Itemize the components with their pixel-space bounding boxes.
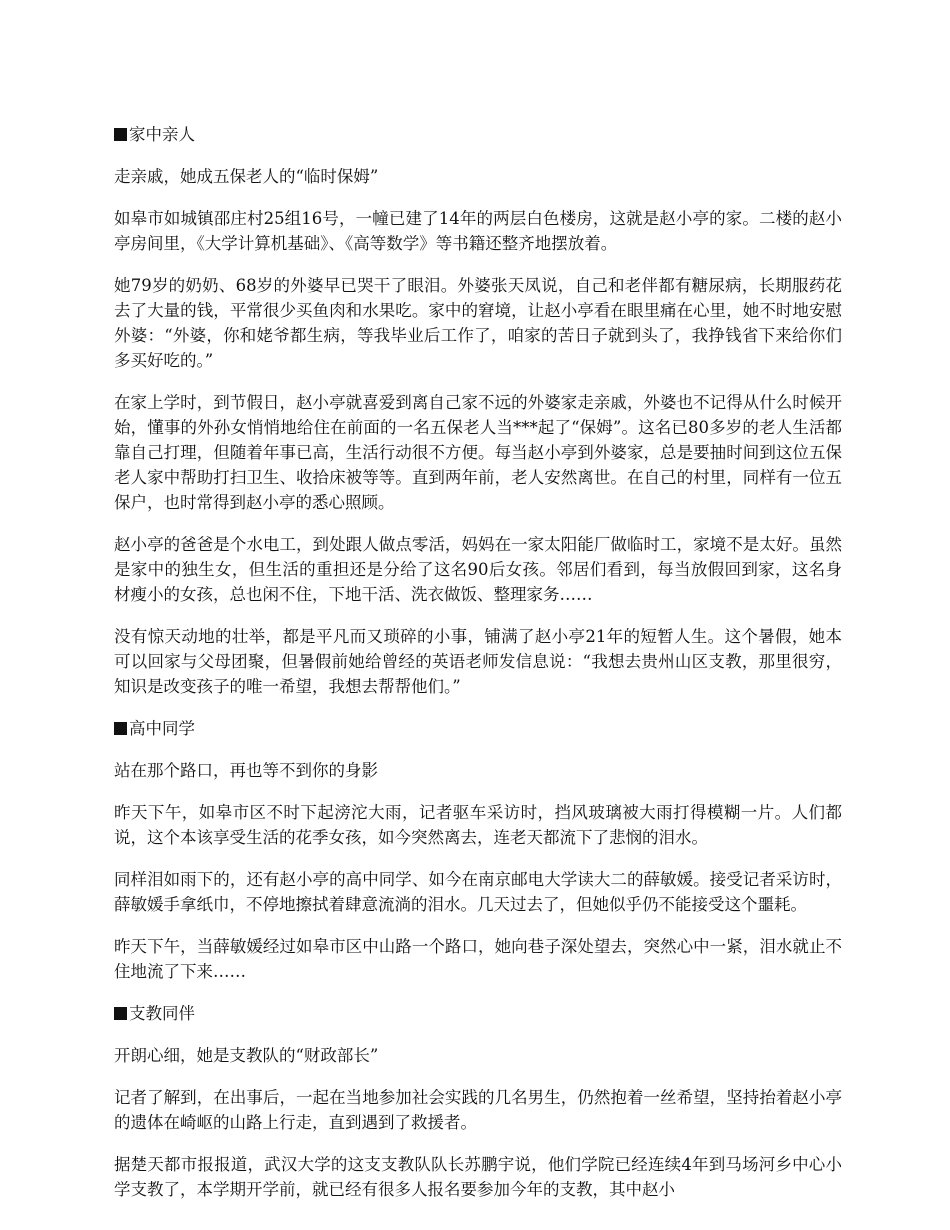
paragraph: 赵小亭的爸爸是个水电工，到处跟人做点零活，妈妈在一家太阳能厂做临时工，家境不是太好。虽然是家中的独生女，但生活的重担还是分给了这名90后女孩。邻居们看到，每当放假回到家，这名身材瘦小的女孩，总也闲不住，下地干活、洗衣做饭、整理家务…… xyxy=(114,535,842,604)
paragraph: 同样泪如雨下的，还有赵小亭的高中同学、如今在南京邮电大学读大二的薛敏媛。接受记者采访时，薛敏媛手拿纸巾，不停地擦拭着肆意流淌的泪水。几天过去了，但她似乎仍不能接受这个噩耗。 xyxy=(114,870,842,914)
section-heading xyxy=(114,122,842,147)
paragraph: 在家上学时，到节假日，赵小亭就喜爱到离自己家不远的外婆家走亲戚，外婆也不记得从什么时候开始，懂事的外孙女悄悄地给住在前面的一名五保老人当***起了“保姆”。这名已80多岁的老人生活都靠自己打理，但随着年事已高，生活行动很不方便。每当赵小亭到外婆家，总是要抽时间到这位五保老人家中帮助打扫卫生、收拾床被等等。直到两年前，老人安然离世。在自己的村里，同样有一位五保户，也时常得到赵小亭的悉心照顾。 xyxy=(114,393,842,512)
paragraph: 据楚天都市报报道，武汉大学的这支支教队队长苏鹏宇说，他们学院已经连续4年到马场河乡中心小学支教了，本学期开学前，就已经有很多人报名要参加今年的支教，其中赵小 xyxy=(114,1155,842,1199)
section-heading xyxy=(114,1001,842,1026)
square-bullet-icon xyxy=(114,722,127,735)
paragraph: 如皋市如城镇邵庄村25组16号，一幢已建了14年的两层白色楼房，这就是赵小亭的家。二楼的赵小亭房间里，《大学计算机基础》、《高等数学》等书籍还整齐地摆放着。 xyxy=(114,209,842,253)
section-subtitle: 开朗心细，她是支教队的“财政部长” xyxy=(114,1046,379,1065)
section-heading xyxy=(114,716,842,741)
section-subtitle: 走亲戚，她成五保老人的“临时保姆” xyxy=(114,167,379,186)
square-bullet-icon xyxy=(114,1007,127,1020)
square-bullet-icon xyxy=(114,128,127,141)
section-heading-text: 家中亲人 xyxy=(129,125,195,144)
section-subtitle: 站在那个路口，再也等不到你的身影 xyxy=(114,761,378,780)
paragraph: 昨天下午，当薛敏媛经过如皋市区中山路一个路口，她向巷子深处望去，突然心中一紧，泪水就止不住地流了下来…… xyxy=(114,937,842,981)
paragraph: 没有惊天动地的壮举，都是平凡而又琐碎的小事，铺满了赵小亭21年的短暂人生。这个暑假，她本可以回家与父母团聚，但暑假前她给曾经的英语老师发信息说：“我想去贵州山区支教，那里很穷，知识是改变孩子的唯一希望，我想去帮帮他们。” xyxy=(114,627,842,696)
section-heading-text: 支教同伴 xyxy=(129,1004,195,1023)
document-page xyxy=(114,122,842,1219)
paragraph: 记者了解到，在出事后，一起在当地参加社会实践的几名男生，仍然抱着一丝希望，坚持抬着赵小亭的遗体在崎岖的山路上行走，直到遇到了救援者。 xyxy=(114,1088,842,1132)
paragraph: 她79岁的奶奶、68岁的外婆早已哭干了眼泪。外婆张天凤说，自己和老伴都有糖尿病，长期服药花去了大量的钱，平常很少买鱼肉和水果吃。家中的窘境，让赵小亭看在眼里痛在心里，她不时地安慰外婆：“外婆，你和姥爷都生病，等我毕业后工作了，咱家的苦日子就到头了，我挣钱省下来给你们多买好吃的。” xyxy=(114,276,842,370)
paragraph: 昨天下午，如皋市区不时下起滂沱大雨，记者驱车采访时，挡风玻璃被大雨打得模糊一片。人们都说，这个本该享受生活的花季女孩，如今突然离去，连老天都流下了悲悯的泪水。 xyxy=(114,803,842,847)
section-heading-text: 高中同学 xyxy=(129,719,195,738)
